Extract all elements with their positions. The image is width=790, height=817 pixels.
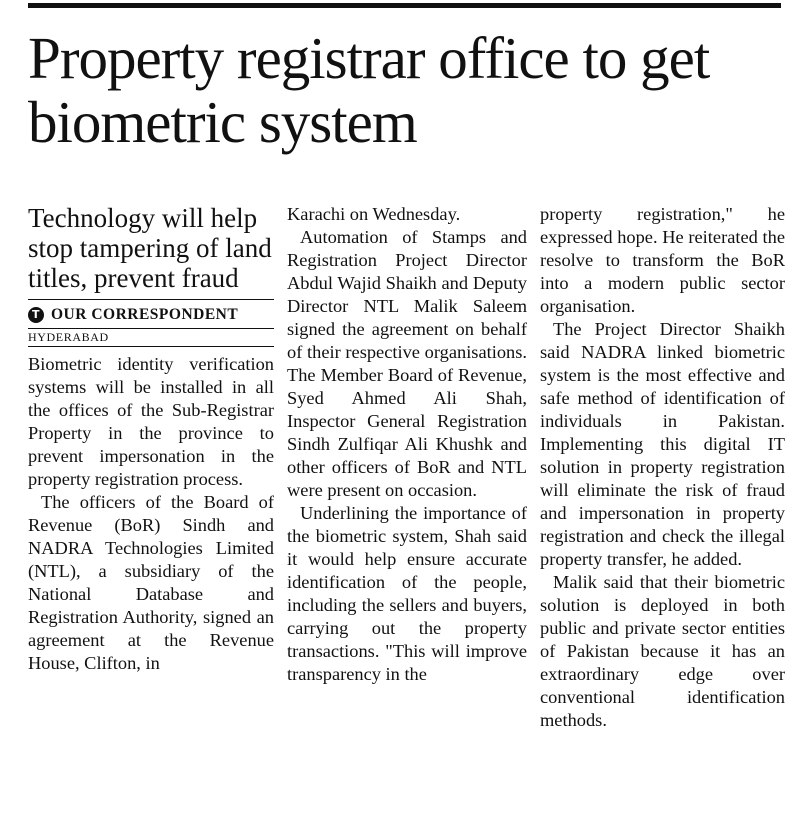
newspaper-logo-icon: T xyxy=(28,307,44,323)
paragraph: Biometric identity verification systems will be installed in all the offices of the Sub-Registrar Property in the province to prevent impersonation in the property registration process. xyxy=(28,354,274,489)
author: OUR CORRESPONDENT xyxy=(51,306,239,323)
column-2 xyxy=(287,203,527,686)
headline: Property registrar office to get biometric system xyxy=(28,25,710,155)
column-3 xyxy=(540,203,785,732)
top-rule xyxy=(28,3,781,8)
standfirst: Technology will help stop tampering of land titles, prevent fraud xyxy=(28,203,272,293)
paragraph: property registration," he expressed hope. He reiterated the resolve to transform the BoR into a modern public sector organisation. xyxy=(540,204,785,316)
column-1 xyxy=(28,203,274,675)
paragraph: Malik said that their biometric solution is deployed in both public and private sector entities of Pakistan because it has an extraordinary edge over conventional identification methods. xyxy=(540,572,785,730)
dateline: HYDERABAD xyxy=(28,328,274,347)
paragraph: Underlining the importance of the biometric system, Shah said it would help ensure accurate identification of the people, including the sellers and buyers, carrying out the property transactions. "This will improve transparency in the xyxy=(287,503,527,684)
paragraph: The Project Director Shaikh said NADRA linked biometric system is the most effective and safe method of identification of individuals in Pakistan. Implementing this digital IT solution in property registration will eliminate the risk of fraud and impersonation in property registration and check the illegal property transfer, he added. xyxy=(540,319,785,569)
paragraph: The officers of the Board of Revenue (BoR) Sindh and NADRA Technologies Limited (NTL), a subsidiary of the National Database and Registration Authority, signed an agreement at the Revenue House, Clifton, in xyxy=(28,492,274,673)
byline xyxy=(28,299,274,325)
paragraph: Karachi on Wednesday. xyxy=(287,204,461,224)
paragraph: Automation of Stamps and Registration Project Director Abdul Wajid Shaikh and Deputy Director NTL Malik Saleem signed the agreement on behalf of their respective organisations. The Member Board of Revenue, Syed Ahmed Ali Shah, Inspector General Registration Sindh Zulfiqar Ali Khushk and other officers of BoR and NTL were present on occasion. xyxy=(287,227,527,500)
